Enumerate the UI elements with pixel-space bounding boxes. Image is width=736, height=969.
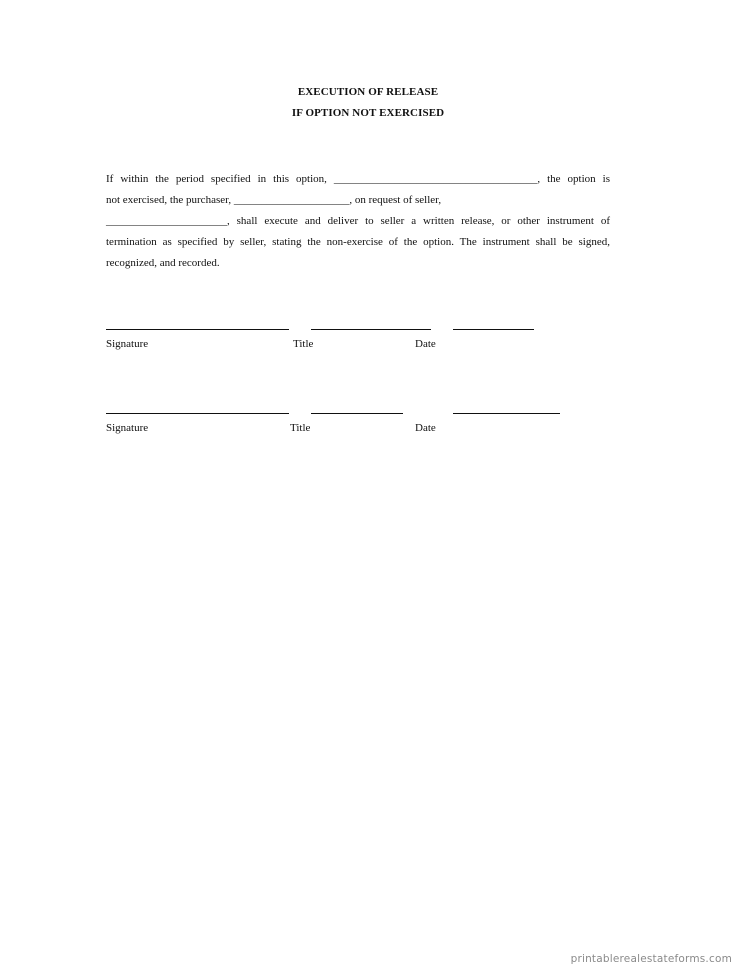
signature-line[interactable] [106, 413, 289, 414]
date-line[interactable] [453, 413, 560, 414]
document-subtitle: IF OPTION NOT EXERCISED [291, 107, 445, 119]
paragraph-line: If within the period specified in this option, _____________________________________, the option is [106, 173, 610, 185]
title-label: Title [293, 338, 314, 350]
paragraph-line: termination as specified by seller, stating the non-exercise of the option. The instrument shall be signed, [106, 236, 610, 248]
signature-label: Signature [106, 422, 149, 434]
paragraph-line: ______________________, shall execute and deliver to seller a written release, or other instrument of [106, 215, 610, 227]
paragraph-line: not exercised, the purchaser, _____________________, on request of seller, [106, 194, 442, 206]
paragraph-line: recognized, and recorded. [106, 257, 220, 269]
release-paragraph [106, 169, 610, 274]
date-label: Date [415, 422, 436, 434]
signature-line[interactable] [106, 329, 289, 330]
date-label: Date [415, 338, 436, 350]
title-line[interactable] [311, 413, 403, 414]
title-line[interactable] [311, 329, 431, 330]
document-title: EXECUTION OF RELEASE [297, 86, 439, 98]
date-line[interactable] [453, 329, 534, 330]
watermark-text: printablerealestateforms.com [570, 953, 732, 965]
title-label: Title [290, 422, 311, 434]
signature-label: Signature [106, 338, 149, 350]
